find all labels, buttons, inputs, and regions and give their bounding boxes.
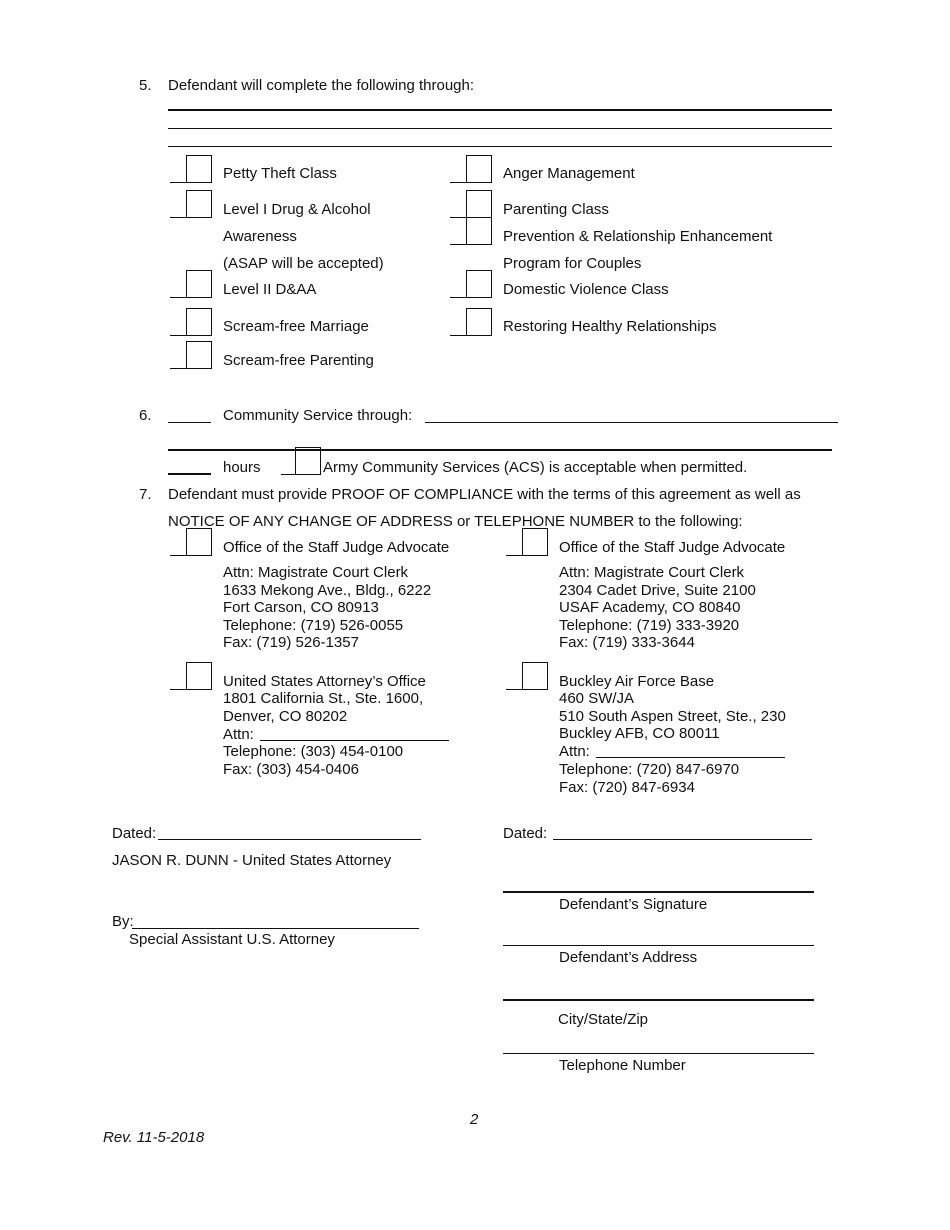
label-asap-accepted: (ASAP will be accepted) [223, 255, 384, 272]
community-service-check-line[interactable] [168, 422, 211, 423]
usao-attn-field[interactable] [260, 740, 449, 741]
checkbox-parenting-class[interactable] [450, 190, 492, 218]
dated-left-field[interactable] [158, 839, 421, 840]
defendant-address-field[interactable] [503, 945, 814, 946]
buckley-attn-label: Attn: [559, 743, 590, 760]
label-scream-free-parenting: Scream-free Parenting [223, 352, 374, 369]
checkbox-fort-carson-sja[interactable] [170, 528, 212, 556]
label-petty-theft: Petty Theft Class [223, 165, 337, 182]
by-signature-field[interactable] [132, 928, 419, 929]
fort-carson-sja-title: Office of the Staff Judge Advocate [223, 539, 450, 556]
item-5-fill-line-3[interactable] [168, 146, 832, 147]
hours-label: hours [223, 459, 261, 476]
usao-title: United States Attorney’s Office [223, 673, 426, 690]
revision-date: Rev. 11-5-2018 [103, 1129, 205, 1146]
checkbox-petty-theft[interactable] [170, 155, 212, 183]
label-restoring-healthy-relationships: Restoring Healthy Relationships [503, 318, 717, 335]
defendant-signature-label: Defendant’s Signature [559, 896, 708, 913]
buckley-attn-field[interactable] [596, 757, 785, 758]
checkbox-anger-management[interactable] [450, 155, 492, 183]
label-program-for-couples: Program for Couples [503, 255, 642, 272]
dated-right-label: Dated: [503, 825, 548, 842]
item-7-line-2: NOTICE OF ANY CHANGE OF ADDRESS or TELEPHONE NUMBER to the following: [168, 513, 743, 530]
item-5-fill-line-1[interactable] [168, 109, 832, 111]
checkbox-scream-free-marriage[interactable] [170, 308, 212, 336]
defendant-address-label: Defendant’s Address [559, 949, 698, 966]
label-level-2-daa: Level II D&AA [223, 281, 317, 298]
checkbox-acs[interactable] [281, 447, 321, 475]
city-state-zip-label: City/State/Zip [558, 1011, 649, 1028]
label-scream-free-marriage: Scream-free Marriage [223, 318, 369, 335]
hours-field[interactable] [168, 473, 211, 475]
checkbox-domestic-violence[interactable] [450, 270, 492, 298]
special-assistant-label: Special Assistant U.S. Attorney [129, 931, 335, 948]
usafa-sja-title: Office of the Staff Judge Advocate [559, 539, 786, 556]
item-5-number: 5. [139, 77, 152, 94]
label-domestic-violence: Domestic Violence Class [503, 281, 669, 298]
item-6-text: Community Service through: [223, 407, 413, 424]
item-5-fill-line-2[interactable] [168, 128, 832, 129]
buckley-phones: Telephone: (720) 847-6970 Fax: (720) 847-6934 [559, 761, 740, 796]
item-5-text: Defendant will complete the following through: [168, 77, 475, 94]
label-anger-management: Anger Management [503, 165, 635, 182]
attorney-name: JASON R. DUNN - United States Attorney [112, 852, 392, 869]
usao-address: 1801 California St., Ste. 1600, Denver, CO 80202 [223, 690, 424, 725]
checkbox-us-attorneys-office[interactable] [170, 662, 212, 690]
checkbox-scream-free-parenting[interactable] [170, 341, 212, 369]
label-awareness: Awareness [223, 228, 297, 245]
label-level-1-drug-alcohol: Level I Drug & Alcohol [223, 201, 371, 218]
buckley-address: 460 SW/JA 510 South Aspen Street, Ste., 230 Buckley AFB, CO 80011 [559, 690, 786, 743]
usao-attn-label: Attn: [223, 726, 254, 743]
by-label: By: [112, 913, 134, 930]
dated-right-field[interactable] [553, 839, 812, 840]
checkbox-usafa-sja[interactable] [506, 528, 548, 556]
checkbox-restoring-healthy-relationships[interactable] [450, 308, 492, 336]
checkbox-buckley-afb[interactable] [506, 662, 548, 690]
telephone-number-label: Telephone Number [559, 1057, 686, 1074]
page-number: 2 [470, 1111, 479, 1128]
city-state-zip-field[interactable] [503, 999, 814, 1001]
checkbox-level-2-daa[interactable] [170, 270, 212, 298]
buckley-title: Buckley Air Force Base [559, 673, 715, 690]
label-prep: Prevention & Relationship Enhancement [503, 228, 773, 245]
defendant-signature-field[interactable] [503, 891, 814, 893]
community-service-fill-line[interactable] [168, 449, 832, 451]
usao-phones: Telephone: (303) 454-0100 Fax: (303) 454-0406 [223, 743, 404, 778]
item-7-line-1: Defendant must provide PROOF OF COMPLIANCE with the terms of this agreement as well as [168, 486, 801, 503]
checkbox-prep[interactable] [450, 217, 492, 245]
acs-text: Army Community Services (ACS) is acceptable when permitted. [323, 459, 748, 476]
item-7-number: 7. [139, 486, 152, 503]
label-parenting-class: Parenting Class [503, 201, 609, 218]
fort-carson-sja-address: Attn: Magistrate Court Clerk 1633 Mekong Ave., Bldg., 6222 Fort Carson, CO 80913 Telephone: (719) 526-0055 Fax: (719) 526-1357 [223, 564, 432, 652]
item-6-number: 6. [139, 407, 152, 424]
community-service-through-field[interactable] [425, 422, 838, 423]
dated-left-label: Dated: [112, 825, 157, 842]
usafa-sja-address: Attn: Magistrate Court Clerk 2304 Cadet Drive, Suite 2100 USAF Academy, CO 80840 Telephone: (719) 333-3920 Fax: (719) 333-3644 [559, 564, 756, 652]
telephone-number-field[interactable] [503, 1053, 814, 1054]
checkbox-level-1-drug-alcohol[interactable] [170, 190, 212, 218]
